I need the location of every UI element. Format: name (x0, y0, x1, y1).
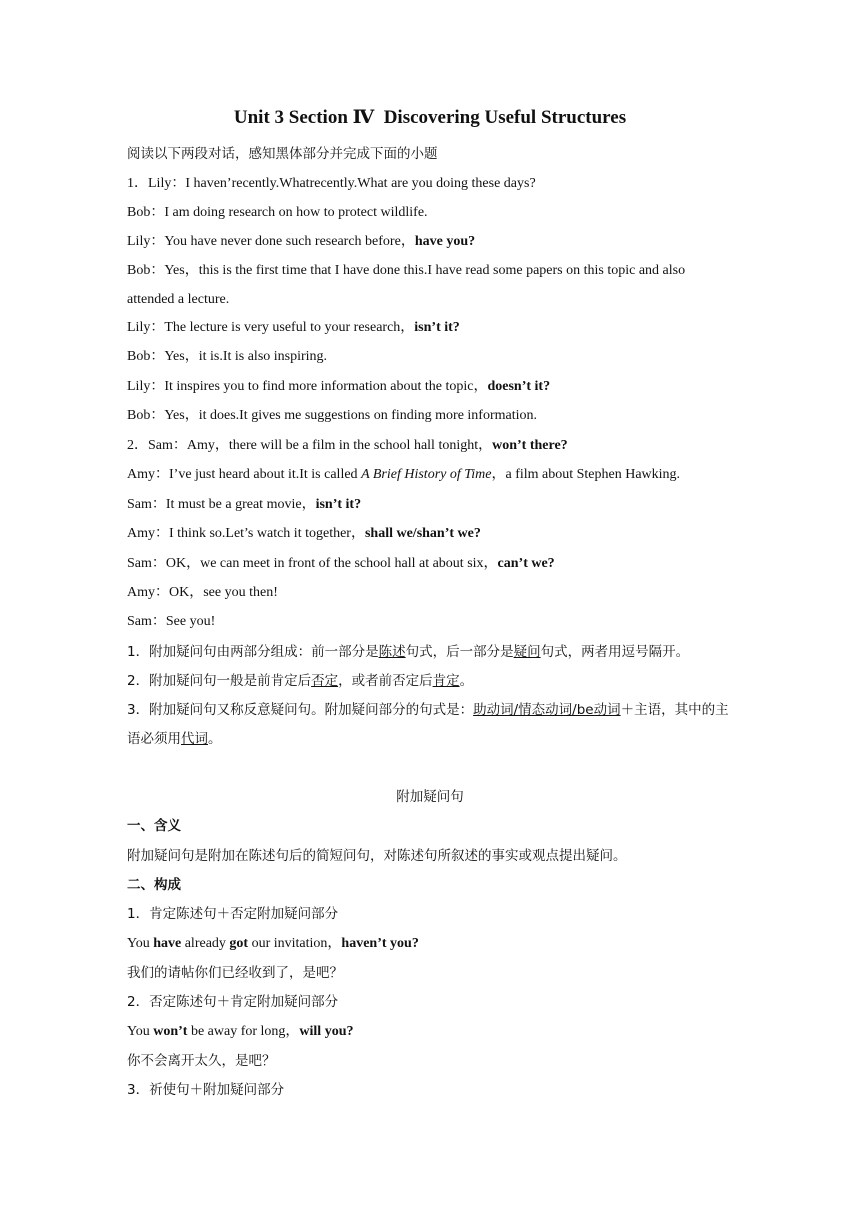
summary-line-2 (127, 670, 739, 692)
part2-item-3: 3．祈使句＋附加疑问部分 (127, 1082, 285, 1098)
heading-text: 一、含义 (127, 818, 181, 834)
dialogue1-line-6: Bob：Yes，it is.It is also inspiring. (127, 349, 328, 364)
text-segment: our invitation， (248, 936, 342, 951)
dialogue1-line-5 (127, 317, 739, 339)
text-segment: Sam：It must be a great movie， (127, 497, 316, 512)
text-segment: 3．附加疑问句又称反意疑问句。附加疑问部分的句式是： (127, 702, 474, 718)
dialogue1-line-2: Bob：I am doing research on how to protect wildlife. (127, 205, 428, 220)
dialogue1-line-8: Bob：Yes，it does.It gives me suggestions on finding more information. (127, 408, 537, 423)
dialogue1-line-4a: Bob：Yes，this is the first time that I have done this.I have read some papers on this topic and also (127, 263, 686, 278)
text-segment: 1．附加疑问句由两部分组成：前一部分是 (127, 644, 379, 660)
blank-answer: 肯定 (432, 673, 460, 689)
instruction-line: 阅读以下两段对话，感知黑体部分并完成下面的小题 (127, 146, 438, 162)
blank-answer: 助动词/情态动词/be动词 (473, 702, 621, 718)
page-title: Unit 3 Section Ⅳ Discovering Useful Structures (233, 107, 627, 128)
summary-line-3 (127, 696, 739, 754)
dialogue2-line-4 (127, 523, 739, 545)
dialogue2-line-2 (127, 464, 739, 486)
bold-word: got (229, 936, 249, 951)
text-segment: Lily：You have never done such research before， (127, 234, 415, 249)
text-segment: You (127, 1024, 154, 1039)
dialogue2-line-6: Amy：OK，see you then! (127, 585, 278, 600)
tag-question: doesn’t it? (487, 379, 551, 394)
text-segment: 。 (208, 731, 222, 747)
text-segment: 句式，两者用逗号隔开。 (540, 644, 690, 660)
text-segment: already (181, 936, 230, 951)
part1-heading (127, 815, 739, 837)
dialogue1-line-7 (127, 376, 739, 398)
text-segment: ，a film about Stephen Hawking. (491, 467, 681, 482)
blank-answer: 疑问 (513, 644, 541, 660)
dialogue1-line-3 (127, 231, 739, 253)
text-segment: Amy：I’ve just heard about it.It is called (127, 467, 362, 482)
tag-question: shall we/shan’t we? (364, 526, 481, 541)
part2-item-2: 2．否定陈述句＋肯定附加疑问部分 (127, 994, 339, 1010)
section-title: 附加疑问句 (396, 789, 464, 805)
part1-text: 附加疑问句是附加在陈述句后的简短问句，对陈述句所叙述的事实或观点提出疑问。 (127, 848, 627, 864)
dialogue1-line-1: 1．Lily：I haven’recently.Whatrecently.What are you doing these days? (127, 176, 536, 191)
summary-line-1 (127, 641, 739, 663)
dialogue2-line-3 (127, 494, 739, 516)
text-segment: 句式，后一部分是 (405, 644, 514, 660)
text-segment: Amy：I think so.Let’s watch it together， (127, 526, 365, 541)
tag-question: isn’t it? (315, 497, 362, 512)
text-segment: Lily：It inspires you to find more information about the topic， (127, 379, 488, 394)
example-2-translation: 你不会离开太久，是吧？ (127, 1053, 276, 1069)
tag-question: isn’t it? (414, 320, 460, 335)
example-1 (127, 933, 739, 955)
text-segment: Sam：OK，we can meet in front of the school hall at about six， (127, 556, 498, 571)
blank-answer: 代词 (181, 731, 208, 747)
example-1-translation: 我们的请帖你们已经收到了，是吧？ (127, 965, 343, 981)
film-title: A Brief History of Time (361, 467, 492, 482)
dialogue1-line-4b: attended a lecture. (127, 292, 230, 307)
dialogue2-line-5 (127, 553, 739, 575)
tag-question: can’t we? (497, 556, 555, 571)
tag-question: will you? (299, 1024, 354, 1039)
part2-item-1: 1．肯定陈述句＋否定附加疑问部分 (127, 906, 339, 922)
dialogue2-line-1 (127, 435, 739, 457)
text-segment: You (127, 936, 154, 951)
tag-question: haven’t you? (341, 936, 419, 951)
tag-question: won’t there? (492, 438, 568, 453)
text-segment: 。 (459, 673, 474, 689)
heading-text: 二、构成 (127, 877, 181, 893)
text-segment: 2．Sam：Amy，there will be a film in the school hall tonight， (127, 438, 493, 453)
text-segment: 2．附加疑问句一般是前肯定后 (127, 673, 312, 689)
dialogue2-line-7: Sam：See you! (127, 614, 216, 629)
text-segment: ，或者前否定后 (338, 673, 433, 689)
tag-question: have you? (414, 234, 476, 249)
text-segment: be away for long， (187, 1024, 300, 1039)
text-segment: ＋主语，其中的主语必须用 (127, 702, 729, 747)
part2-heading (127, 874, 739, 896)
blank-answer: 否定 (311, 673, 339, 689)
example-2 (127, 1021, 739, 1043)
bold-word: have (153, 936, 182, 951)
text-segment: Lily：The lecture is very useful to your research， (127, 320, 415, 335)
bold-word: won’t (153, 1024, 188, 1039)
blank-answer: 陈述 (378, 644, 406, 660)
